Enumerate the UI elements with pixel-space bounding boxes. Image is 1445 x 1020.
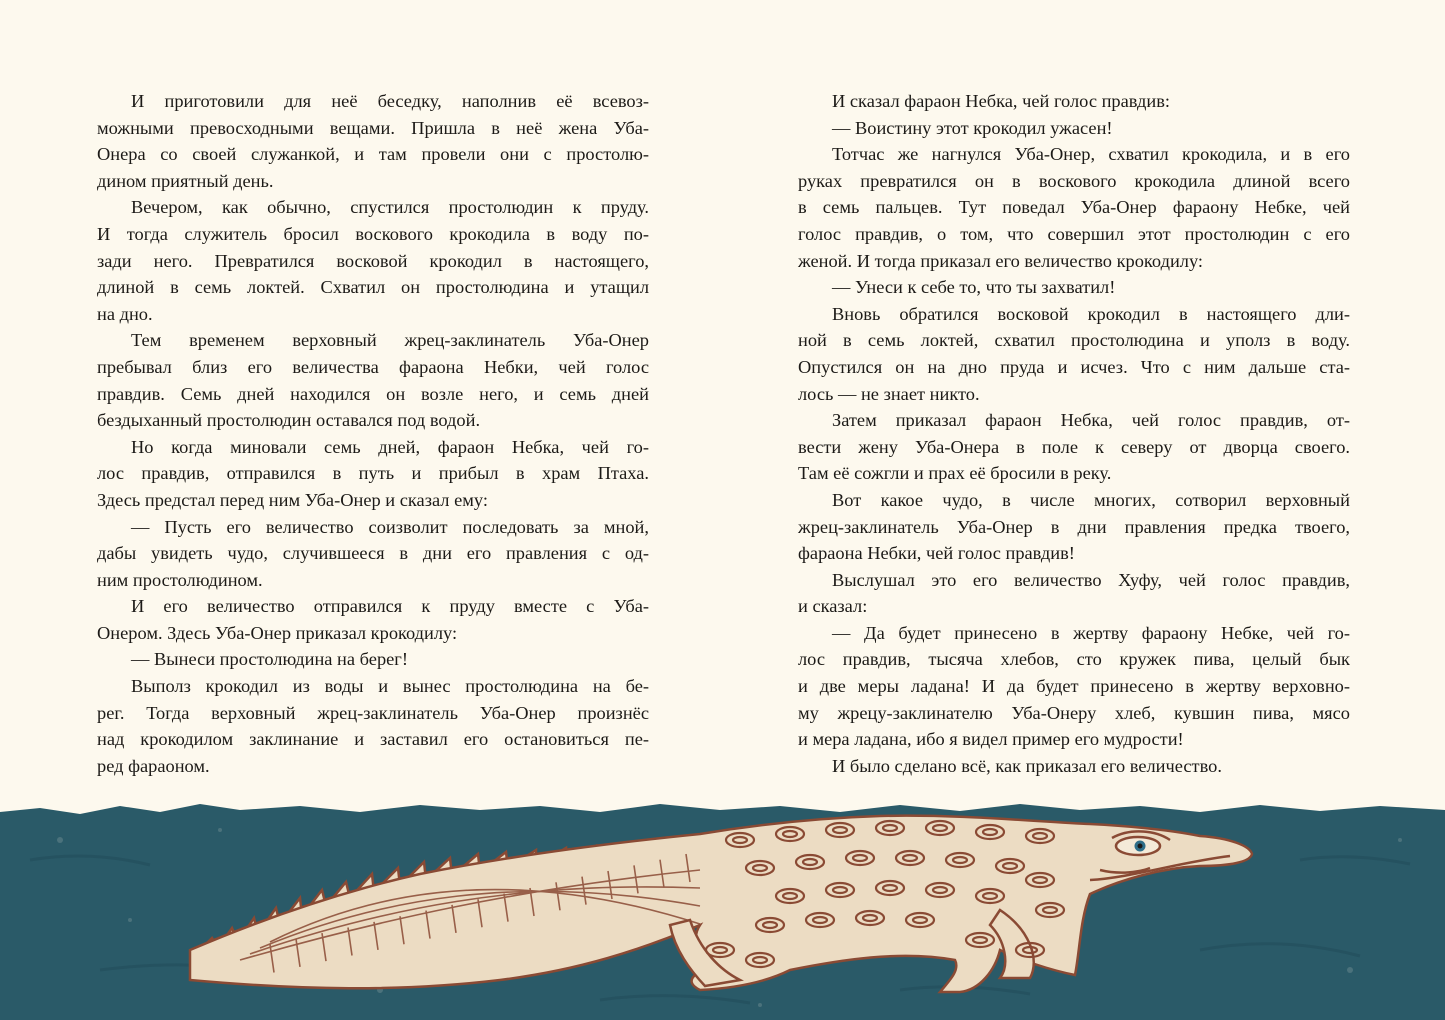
text-line: можными превосходными вещами. Пришла в неё жена Уба- [97,117,649,138]
text-line: Тотчас же нагнулся Уба-Онер, схватил крокодила, и в его [832,144,1350,165]
text-line: бездыханный простолюдин оставался под водой. [97,410,481,431]
text-line: Вновь обратился восковой крокодил в настоящего дли- [832,303,1350,324]
text-line: Выслушал это его величество Хуфу, чей голос правдив, [832,569,1350,590]
text-line: жрец-заклинатель Уба-Онер в дни правления предка твоего, [798,516,1350,537]
crocodile-illustration [0,800,1445,1020]
text-line: пребывал близ его величества фараона Небки, чей голос [97,356,649,377]
text-line: Вечером, как обычно, спустился простолюдин к пруду. [131,197,649,218]
text-line: на дно. [97,303,153,324]
text-line: — Унеси к себе то, что ты захватил! [832,277,1116,298]
text-line: — Воистину этот крокодил ужасен! [832,117,1113,138]
text-line: и сказал: [798,596,868,617]
text-line: И тогда служитель бросил воскового крокодила в воду по- [97,223,649,244]
text-line: дабы увидеть чудо, случившееся в дни его правления с од- [97,543,649,564]
text-line: — Да будет принесено в жертву фараону Небке, чей го- [832,622,1350,643]
text-line: Затем приказал фараон Небка, чей голос правдив, от- [832,410,1350,431]
text-line: ной в семь локтей, схватил простолюдина и уполз в воду. [798,330,1350,351]
text-line: Вот какое чудо, в числе многих, сотворил верховный [832,489,1350,510]
text-line: зади него. Превратился восковой крокодил в настоящего, [97,250,649,271]
text-line: ред фараоном. [97,755,210,776]
text-line: ним простолюдином. [97,569,263,590]
left-text-column [97,88,649,779]
text-line: голос правдив, о том, что совершил этот простолюдин с его [798,223,1350,244]
text-line: Там её сожгли и прах её бросили в реку. [798,463,1112,484]
text-line: лось — не знает никто. [798,383,980,404]
text-line: Опустился он на дно пруда и исчез. Что с ним дальше ста- [798,356,1350,377]
text-line: лос правдив, отправился в путь и прибыл в храм Птаха. [97,463,649,484]
text-line: фараона Небки, чей голос правдив! [798,543,1075,564]
text-line: И его величество отправился к пруду вместе с Уба- [131,596,649,617]
text-line: и две меры ладана! И да будет принесено в жертву верховно- [798,676,1350,697]
text-line: — Вынеси простолюдина на берег! [131,649,408,670]
text-line: Но когда миновали семь дней, фараон Небка, чей го- [131,436,649,457]
text-line: Онера со своей служанкой, и там провели они с простолю- [97,144,649,165]
text-line: лос правдив, тысяча хлебов, сто кружек пива, целый бык [798,649,1350,670]
right-text-column [798,88,1350,779]
text-line: — Пусть его величество соизволит последовать за мной, [131,516,649,537]
text-line: над крокодилом заклинание и заставил его остановиться пе- [97,729,649,750]
text-line: И сказал фараон Небка, чей голос правдив: [832,91,1171,111]
text-line: рег. Тогда верховный жрец-заклинатель Уба-Онер произнёс [97,702,649,723]
text-line: женой. И тогда приказал его величество крокодилу: [798,250,1204,271]
text-line: вести жену Уба-Онера в поле к северу от дворца своего. [798,436,1350,457]
text-line: длиной в семь локтей. Схватил он простолюдина и утащил [97,277,649,298]
text-line: му жрецу-заклинателю Уба-Онеру хлеб, кувшин пива, мясо [798,702,1350,723]
text-line: в семь пальцев. Тут поведал Уба-Онер фараону Небке, чей [798,197,1350,218]
text-line: руках превратился он в воскового крокодила длиной всего [798,170,1350,191]
text-line: и мера ладана, ибо я видел пример его мудрости! [798,729,1184,750]
text-line: Онером. Здесь Уба-Онер приказал крокодилу: [97,622,458,643]
text-line: Тем временем верховный жрец-заклинатель Уба-Онер [131,330,649,351]
text-line: дином приятный день. [97,170,274,191]
text-line: Выполз крокодил из воды и вынес простолюдина на бе- [131,676,649,697]
text-line: правдив. Семь дней находился он возле него, и семь дней [97,383,649,404]
text-line: И приготовили для неё беседку, наполнив её всевоз- [131,91,649,111]
text-line: Здесь предстал перед ним Уба-Онер и сказал ему: [97,489,488,510]
text-line: И было сделано всё, как приказал его величество. [832,755,1222,776]
